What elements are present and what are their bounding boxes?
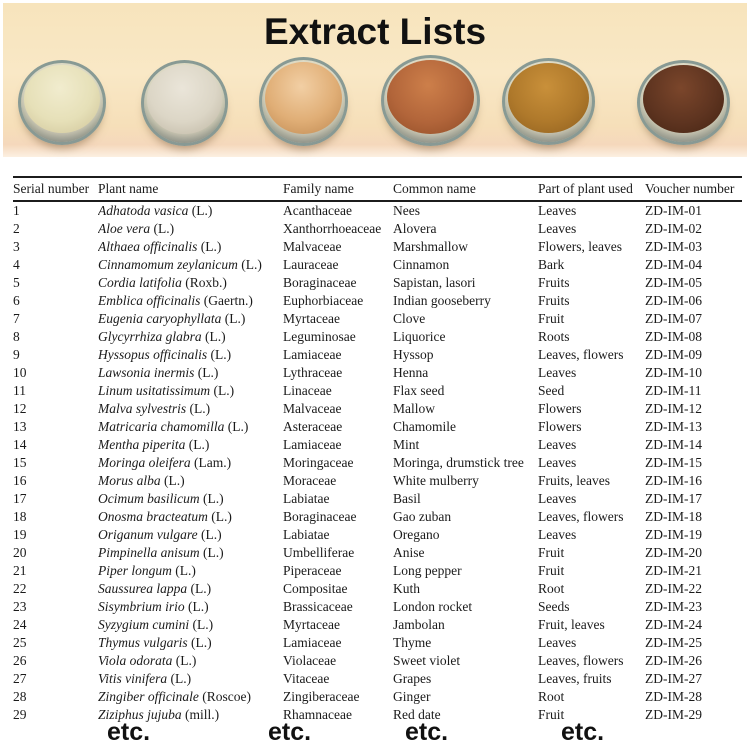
voucher-cell: ZD-IM-05	[645, 275, 702, 290]
family-name-cell: Asteraceae	[283, 419, 343, 434]
voucher-cell: ZD-IM-04	[645, 257, 702, 272]
voucher-cell: ZD-IM-08	[645, 329, 702, 344]
serial-cell: 27	[13, 671, 27, 686]
plant-part-cell: Flowers	[538, 419, 582, 434]
plant-part-cell: Bark	[538, 257, 565, 272]
voucher-cell: ZD-IM-22	[645, 581, 702, 596]
plant-name-cell: Vitis vinifera (L.)	[98, 671, 192, 686]
table-row	[13, 652, 742, 670]
family-name-cell: Lamiaceae	[283, 635, 342, 650]
plant-name-cell: Althaea officinalis (L.)	[98, 239, 222, 254]
table-row	[13, 616, 742, 634]
voucher-cell: ZD-IM-03	[645, 239, 702, 254]
serial-cell: 7	[13, 311, 20, 326]
family-name-cell: Lythraceae	[283, 365, 343, 380]
pale-cream-powder-bowl	[18, 60, 106, 145]
family-name-cell: Euphorbiaceae	[283, 293, 364, 308]
common-name-cell: Sweet violet	[393, 653, 461, 668]
ochre-powder	[508, 63, 589, 133]
plant-part-cell: Fruit	[538, 563, 565, 578]
family-name-cell: Lauraceae	[283, 257, 339, 272]
voucher-cell: ZD-IM-02	[645, 221, 702, 236]
table-row	[13, 364, 742, 382]
family-name-cell: Malvaceae	[283, 239, 342, 254]
serial-cell: 16	[13, 473, 27, 488]
plant-name-cell: Aloe vera (L.)	[98, 221, 175, 236]
plant-name-cell: Lawsonia inermis (L.)	[98, 365, 219, 380]
serial-cell: 1	[13, 203, 20, 218]
column-header: Part of plant used	[538, 177, 645, 201]
plant-part-cell: Leaves, flowers	[538, 509, 624, 524]
voucher-cell: ZD-IM-01	[645, 203, 702, 218]
serial-cell: 22	[13, 581, 27, 596]
dark-brown-powder-bowl	[637, 60, 730, 145]
table-row	[13, 346, 742, 364]
table-row	[13, 220, 742, 238]
table-row	[13, 490, 742, 508]
table-row	[13, 508, 742, 526]
plant-name-cell: Emblica officinalis (Gaertn.)	[98, 293, 253, 308]
plant-part-cell: Leaves, fruits	[538, 671, 612, 686]
plant-part-cell: Fruit	[538, 311, 565, 326]
table-row	[13, 292, 742, 310]
voucher-cell: ZD-IM-29	[645, 707, 702, 722]
voucher-cell: ZD-IM-25	[645, 635, 702, 650]
plant-name-cell: Zingiber officinale (Roscoe)	[98, 689, 251, 704]
plant-name-cell: Syzygium cumini (L.)	[98, 617, 214, 632]
voucher-cell: ZD-IM-19	[645, 527, 702, 542]
plant-part-cell: Roots	[538, 329, 570, 344]
family-name-cell: Xanthorrhoeaceae	[283, 221, 382, 236]
dark-brown-powder	[643, 65, 724, 133]
table-body	[13, 201, 742, 724]
tan-powder	[265, 62, 342, 134]
plant-name-cell: Moringa oleifera (Lam.)	[98, 455, 232, 470]
family-name-cell: Brassicaceae	[283, 599, 353, 614]
plant-part-cell: Flowers	[538, 401, 582, 416]
voucher-cell: ZD-IM-14	[645, 437, 702, 452]
common-name-cell: Mallow	[393, 401, 435, 416]
table-row	[13, 400, 742, 418]
page-title: Extract Lists	[263, 11, 487, 52]
common-name-cell: Long pepper	[393, 563, 462, 578]
plant-name-cell: Matricaria chamomilla (L.)	[98, 419, 249, 434]
off-white-powder-bowl	[141, 60, 228, 146]
serial-cell: 19	[13, 527, 27, 542]
plant-name-cell: Linum usitatissimum (L.)	[98, 383, 235, 398]
voucher-cell: ZD-IM-12	[645, 401, 702, 416]
plant-name-cell: Hyssopus officinalis (L.)	[98, 347, 232, 362]
voucher-cell: ZD-IM-15	[645, 455, 702, 470]
table-row	[13, 598, 742, 616]
family-name-cell: Myrtaceae	[283, 617, 340, 632]
voucher-cell: ZD-IM-26	[645, 653, 702, 668]
plant-part-cell: Fruit	[538, 707, 565, 722]
plant-name-cell: Saussurea lappa (L.)	[98, 581, 212, 596]
family-name-cell: Linaceae	[283, 383, 332, 398]
table-row	[13, 454, 742, 472]
column-header: Serial number	[13, 177, 98, 201]
voucher-cell: ZD-IM-11	[645, 383, 702, 398]
plant-name-cell: Cordia latifolia (Roxb.)	[98, 275, 227, 290]
common-name-cell: Chamomile	[393, 419, 456, 434]
plant-name-cell: Adhatoda vasica (L.)	[98, 203, 213, 218]
plant-part-cell: Leaves	[538, 527, 577, 542]
common-name-cell: Liquorice	[393, 329, 446, 344]
plant-part-cell: Leaves	[538, 455, 577, 470]
plant-part-cell: Leaves	[538, 365, 577, 380]
voucher-cell: ZD-IM-28	[645, 689, 702, 704]
table-row	[13, 328, 742, 346]
table-row	[13, 472, 742, 490]
table-row	[13, 670, 742, 688]
table-row	[13, 544, 742, 562]
family-name-cell: Leguminosae	[283, 329, 356, 344]
plant-name-cell: Mentha piperita (L.)	[98, 437, 210, 452]
plant-name-cell: Onosma bracteatum (L.)	[98, 509, 232, 524]
common-name-cell: Hyssop	[393, 347, 434, 362]
plant-name-cell: Viola odorata (L.)	[98, 653, 197, 668]
plant-name-cell: Origanum vulgare (L.)	[98, 527, 222, 542]
common-name-cell: Jambolan	[393, 617, 445, 632]
common-name-cell: Cinnamon	[393, 257, 450, 272]
plant-name-cell: Sisymbrium irio (L.)	[98, 599, 209, 614]
voucher-cell: ZD-IM-21	[645, 563, 702, 578]
plant-part-cell: Root	[538, 689, 565, 704]
plant-name-cell: Eugenia caryophyllata (L.)	[98, 311, 246, 326]
serial-cell: 10	[13, 365, 27, 380]
plant-name-cell: Pimpinella anisum (L.)	[98, 545, 224, 560]
voucher-cell: ZD-IM-13	[645, 419, 702, 434]
serial-cell: 9	[13, 347, 20, 362]
serial-cell: 29	[13, 707, 27, 722]
common-name-cell: Red date	[393, 707, 441, 722]
voucher-cell: ZD-IM-27	[645, 671, 702, 686]
voucher-cell: ZD-IM-10	[645, 365, 702, 380]
etc-label: etc.	[107, 718, 151, 746]
terracotta-powder	[387, 60, 474, 134]
plant-part-cell: Fruit	[538, 545, 565, 560]
serial-cell: 21	[13, 563, 27, 578]
family-name-cell: Acanthaceae	[283, 203, 352, 218]
etc-label: etc.	[268, 718, 312, 746]
plant-part-cell: Leaves	[538, 437, 577, 452]
common-name-cell: London rocket	[393, 599, 473, 614]
common-name-cell: Grapes	[393, 671, 432, 686]
table-row	[13, 256, 742, 274]
extract-list-table	[13, 176, 742, 724]
plant-part-cell: Flowers, leaves	[538, 239, 622, 254]
plant-name-cell: Ziziphus jujuba (mill.)	[98, 707, 220, 722]
plant-part-cell: Leaves, flowers	[538, 347, 624, 362]
table-row	[13, 274, 742, 292]
plant-name-cell: Cinnamomum zeylanicum (L.)	[98, 257, 262, 272]
serial-cell: 17	[13, 491, 27, 506]
table-row	[13, 526, 742, 544]
voucher-cell: ZD-IM-16	[645, 473, 702, 488]
plant-part-cell: Leaves	[538, 221, 577, 236]
table-row	[13, 310, 742, 328]
serial-cell: 14	[13, 437, 27, 452]
table-row	[13, 238, 742, 256]
terracotta-powder-bowl	[381, 55, 480, 146]
common-name-cell: Kuth	[393, 581, 420, 596]
serial-cell: 18	[13, 509, 27, 524]
voucher-cell: ZD-IM-06	[645, 293, 702, 308]
common-name-cell: Anise	[393, 545, 425, 560]
serial-cell: 4	[13, 257, 20, 272]
serial-cell: 13	[13, 419, 27, 434]
common-name-cell: Marshmallow	[393, 239, 468, 254]
voucher-cell: ZD-IM-20	[645, 545, 702, 560]
table-row	[13, 382, 742, 400]
plant-part-cell: Fruit, leaves	[538, 617, 605, 632]
serial-cell: 12	[13, 401, 27, 416]
table-row	[13, 436, 742, 454]
plant-part-cell: Seed	[538, 383, 565, 398]
voucher-cell: ZD-IM-09	[645, 347, 702, 362]
common-name-cell: Clove	[393, 311, 426, 326]
voucher-cell: ZD-IM-23	[645, 599, 702, 614]
family-name-cell: Boraginaceae	[283, 509, 357, 524]
family-name-cell: Umbelliferae	[283, 545, 355, 560]
table-row	[13, 201, 742, 220]
common-name-cell: Flax seed	[393, 383, 445, 398]
family-name-cell: Labiatae	[283, 527, 330, 542]
pale-cream-powder	[24, 65, 100, 133]
plant-part-cell: Seeds	[538, 599, 570, 614]
plant-name-cell: Thymus vulgaris (L.)	[98, 635, 212, 650]
family-name-cell: Lamiaceae	[283, 437, 342, 452]
serial-cell: 24	[13, 617, 27, 632]
plant-part-cell: Leaves	[538, 203, 577, 218]
table-row	[13, 562, 742, 580]
family-name-cell: Myrtaceae	[283, 311, 340, 326]
column-header: Family name	[283, 177, 393, 201]
extract-photo-banner	[3, 3, 747, 157]
table-row	[13, 418, 742, 436]
serial-cell: 20	[13, 545, 27, 560]
serial-cell: 3	[13, 239, 20, 254]
common-name-cell: Gao zuban	[393, 509, 452, 524]
table-row	[13, 634, 742, 652]
plant-part-cell: Fruits, leaves	[538, 473, 610, 488]
common-name-cell: Indian gooseberry	[393, 293, 491, 308]
voucher-cell: ZD-IM-17	[645, 491, 702, 506]
serial-cell: 8	[13, 329, 20, 344]
serial-cell: 28	[13, 689, 27, 704]
serial-cell: 2	[13, 221, 20, 236]
plant-name-cell: Piper longum (L.)	[98, 563, 196, 578]
serial-cell: 5	[13, 275, 20, 290]
plant-name-cell: Glycyrrhiza glabra (L.)	[98, 329, 226, 344]
ochre-powder-bowl	[502, 58, 595, 145]
common-name-cell: Ginger	[393, 689, 431, 704]
family-name-cell: Boraginaceae	[283, 275, 357, 290]
common-name-cell: Alovera	[393, 221, 437, 236]
column-header: Voucher number	[645, 177, 742, 201]
common-name-cell: Nees	[393, 203, 420, 218]
tan-powder-bowl	[259, 57, 348, 146]
plant-name-cell: Ocimum basilicum (L.)	[98, 491, 224, 506]
family-name-cell: Violaceae	[283, 653, 337, 668]
serial-cell: 25	[13, 635, 27, 650]
family-name-cell: Rhamnaceae	[283, 707, 352, 722]
plant-extract-table	[13, 176, 742, 724]
serial-cell: 23	[13, 599, 27, 614]
voucher-cell: ZD-IM-24	[645, 617, 702, 632]
family-name-cell: Compositae	[283, 581, 348, 596]
voucher-cell: ZD-IM-07	[645, 311, 702, 326]
common-name-cell: Basil	[393, 491, 421, 506]
common-name-cell: Moringa, drumstick tree	[393, 455, 524, 470]
plant-part-cell: Leaves	[538, 491, 577, 506]
column-header: Common name	[393, 177, 538, 201]
family-name-cell: Labiatae	[283, 491, 330, 506]
table-row	[13, 580, 742, 598]
family-name-cell: Lamiaceae	[283, 347, 342, 362]
plant-part-cell: Leaves, flowers	[538, 653, 624, 668]
voucher-cell: ZD-IM-18	[645, 509, 702, 524]
etc-row	[0, 718, 750, 750]
common-name-cell: Sapistan, lasori	[393, 275, 476, 290]
table-header-row	[13, 177, 742, 201]
serial-cell: 26	[13, 653, 27, 668]
plant-part-cell: Fruits	[538, 275, 570, 290]
family-name-cell: Malvaceae	[283, 401, 342, 416]
etc-label: etc.	[561, 718, 605, 746]
plant-part-cell: Fruits	[538, 293, 570, 308]
family-name-cell: Vitaceae	[283, 671, 330, 686]
family-name-cell: Zingiberaceae	[283, 689, 360, 704]
common-name-cell: White mulberry	[393, 473, 479, 488]
plant-part-cell: Root	[538, 581, 565, 596]
plant-name-cell: Malva sylvestris (L.)	[98, 401, 211, 416]
serial-cell: 11	[13, 383, 26, 398]
family-name-cell: Moraceae	[283, 473, 337, 488]
plant-part-cell: Leaves	[538, 635, 577, 650]
common-name-cell: Mint	[393, 437, 420, 452]
etc-label: etc.	[405, 718, 449, 746]
serial-cell: 6	[13, 293, 20, 308]
off-white-powder	[147, 65, 222, 134]
common-name-cell: Henna	[393, 365, 429, 380]
family-name-cell: Piperaceae	[283, 563, 342, 578]
family-name-cell: Moringaceae	[283, 455, 354, 470]
common-name-cell: Thyme	[393, 635, 432, 650]
table-row	[13, 688, 742, 706]
column-header: Plant name	[98, 177, 283, 201]
plant-name-cell: Morus alba (L.)	[98, 473, 185, 488]
common-name-cell: Oregano	[393, 527, 440, 542]
serial-cell: 15	[13, 455, 27, 470]
